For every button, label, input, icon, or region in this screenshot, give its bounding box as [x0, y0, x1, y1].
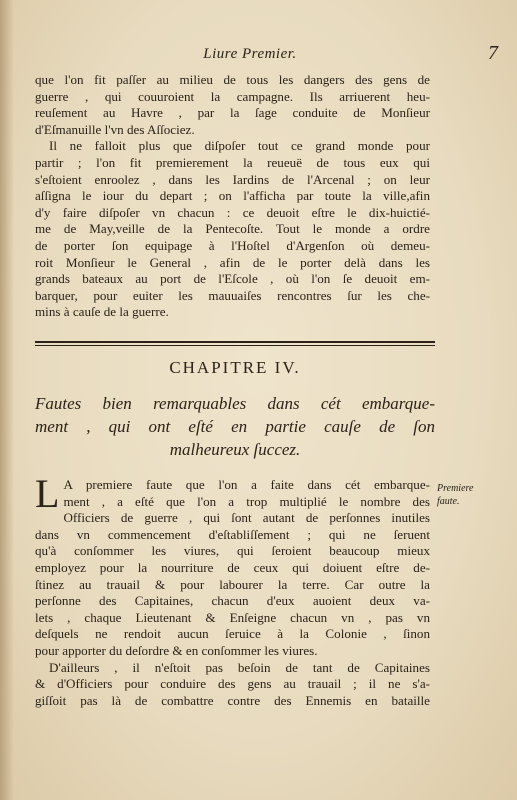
chapter-subtitle	[35, 392, 435, 461]
margin-note-line: Premiere	[437, 483, 474, 494]
paragraph-3	[35, 471, 430, 660]
text-line: me de May,veille de la Pentecoſte. Tout le monde a ordre	[35, 221, 430, 237]
text-line: A premiere faute que l'on a faite dans cét embarque-	[63, 477, 430, 492]
text-line: aſſigna le iour du depart ; on l'afficha par toute la ville,afin	[35, 188, 430, 204]
page-gutter-shadow	[0, 0, 14, 800]
text-line: s'eſtoient enroolez , dans les Iardins de l'Arcenal ; on leur	[35, 171, 430, 187]
text-line: perſonne des Capitaines, chacun d'eux auoient deux va-	[35, 593, 430, 609]
text-line: deſquels ne rendoit aucun ſeruice à la Colonie , ſinon	[35, 626, 430, 642]
body-text-bottom	[35, 471, 430, 709]
text-line: roit Monſieur le General , afin de le porter delà dans les	[35, 254, 430, 270]
subtitle-line: ment , qui ont eſté en partie cauſe de ſon	[35, 417, 435, 436]
text-line: D'ailleurs , il n'eſtoit pas beſoin de tant de Capitaines	[49, 659, 430, 675]
text-line: employez pour la nourriture de ceux qui doiuent eſtre de-	[35, 559, 430, 575]
text-line: d'Eſmanuille l'vn des Aſſociez.	[35, 121, 195, 137]
divider-rule-thick	[35, 341, 435, 343]
text-line: & d'Officiers pour conduire des gens au trauail ; il ne s'a-	[35, 676, 430, 692]
divider-rule-thin	[35, 345, 435, 346]
running-head: Liure Premier.	[203, 46, 297, 62]
page-header	[30, 42, 498, 68]
text-line: partir ; l'on fit premierement la reueuë de tous eux qui	[35, 154, 430, 170]
text-line: reuſement au Havre , par la ſage conduite de Monſieur	[35, 105, 430, 121]
text-line: guerre , qui couuroient la campagne. Ils arriuerent heu-	[35, 88, 430, 104]
text-line: barquer, pour euiter les mauuaiſes rencontres ſur les che-	[35, 287, 430, 303]
subtitle-line: malheureux ſuccez.	[169, 440, 301, 459]
paragraph-2-cont	[35, 155, 430, 321]
drop-cap: L	[35, 471, 60, 516]
page-number: 7	[488, 42, 498, 64]
text-line: giſſoit pas là de combattre contre des Ennemis en bataille	[35, 692, 430, 708]
text-line: mins à cauſe de la guerre.	[35, 304, 169, 320]
paragraph-2	[35, 138, 430, 155]
text-line: pour apporter du deſordre & en conſommer les viures.	[35, 642, 318, 658]
text-line: que l'on fit paſſer au milieu de tous les dangers des gens de	[35, 72, 430, 87]
subtitle-line: Fautes bien remarquables dans cét embarque-	[35, 394, 435, 413]
paragraph-4	[35, 660, 430, 710]
text-line: de porter ſon equipage à l'Hoſtel d'Argenſon où demeu-	[35, 237, 430, 253]
text-line: ment , a eſté que l'on a trop multiplié le nombre des	[63, 493, 430, 509]
text-line: dans vn commencement d'eſtabliſſement ; qui ne ſeruent	[35, 526, 430, 542]
paragraph-1	[35, 72, 430, 138]
text-line: grands bateaux au port de l'Eſcole , où l'on ſe deuoit em-	[35, 271, 430, 287]
text-line: Il ne falloit plus que diſpoſer tout ce grand monde pour	[49, 138, 430, 154]
chapter-divider	[35, 341, 435, 346]
text-line: ſtinez au trauail & pour labourer la terre. Car outre la	[35, 576, 430, 592]
text-line: lets , chaque Lieutenant & Enſeigne chacun vn , pas vn	[35, 609, 430, 625]
text-line: d'y faire diſpoſer vn chacun : ce deuoit eſtre le dix-huictié-	[35, 204, 430, 220]
text-line: Officiers de guerre , qui ſont autant de perſonnes inutiles	[63, 510, 430, 526]
text-line: qu'à conſommer les viures, qui ſeroient beaucoup mieux	[35, 543, 430, 559]
body-text-top	[35, 72, 430, 321]
margin-note-line: faute.	[437, 496, 460, 507]
chapter-title: CHAPITRE IV.	[169, 358, 301, 377]
margin-note	[437, 482, 497, 508]
